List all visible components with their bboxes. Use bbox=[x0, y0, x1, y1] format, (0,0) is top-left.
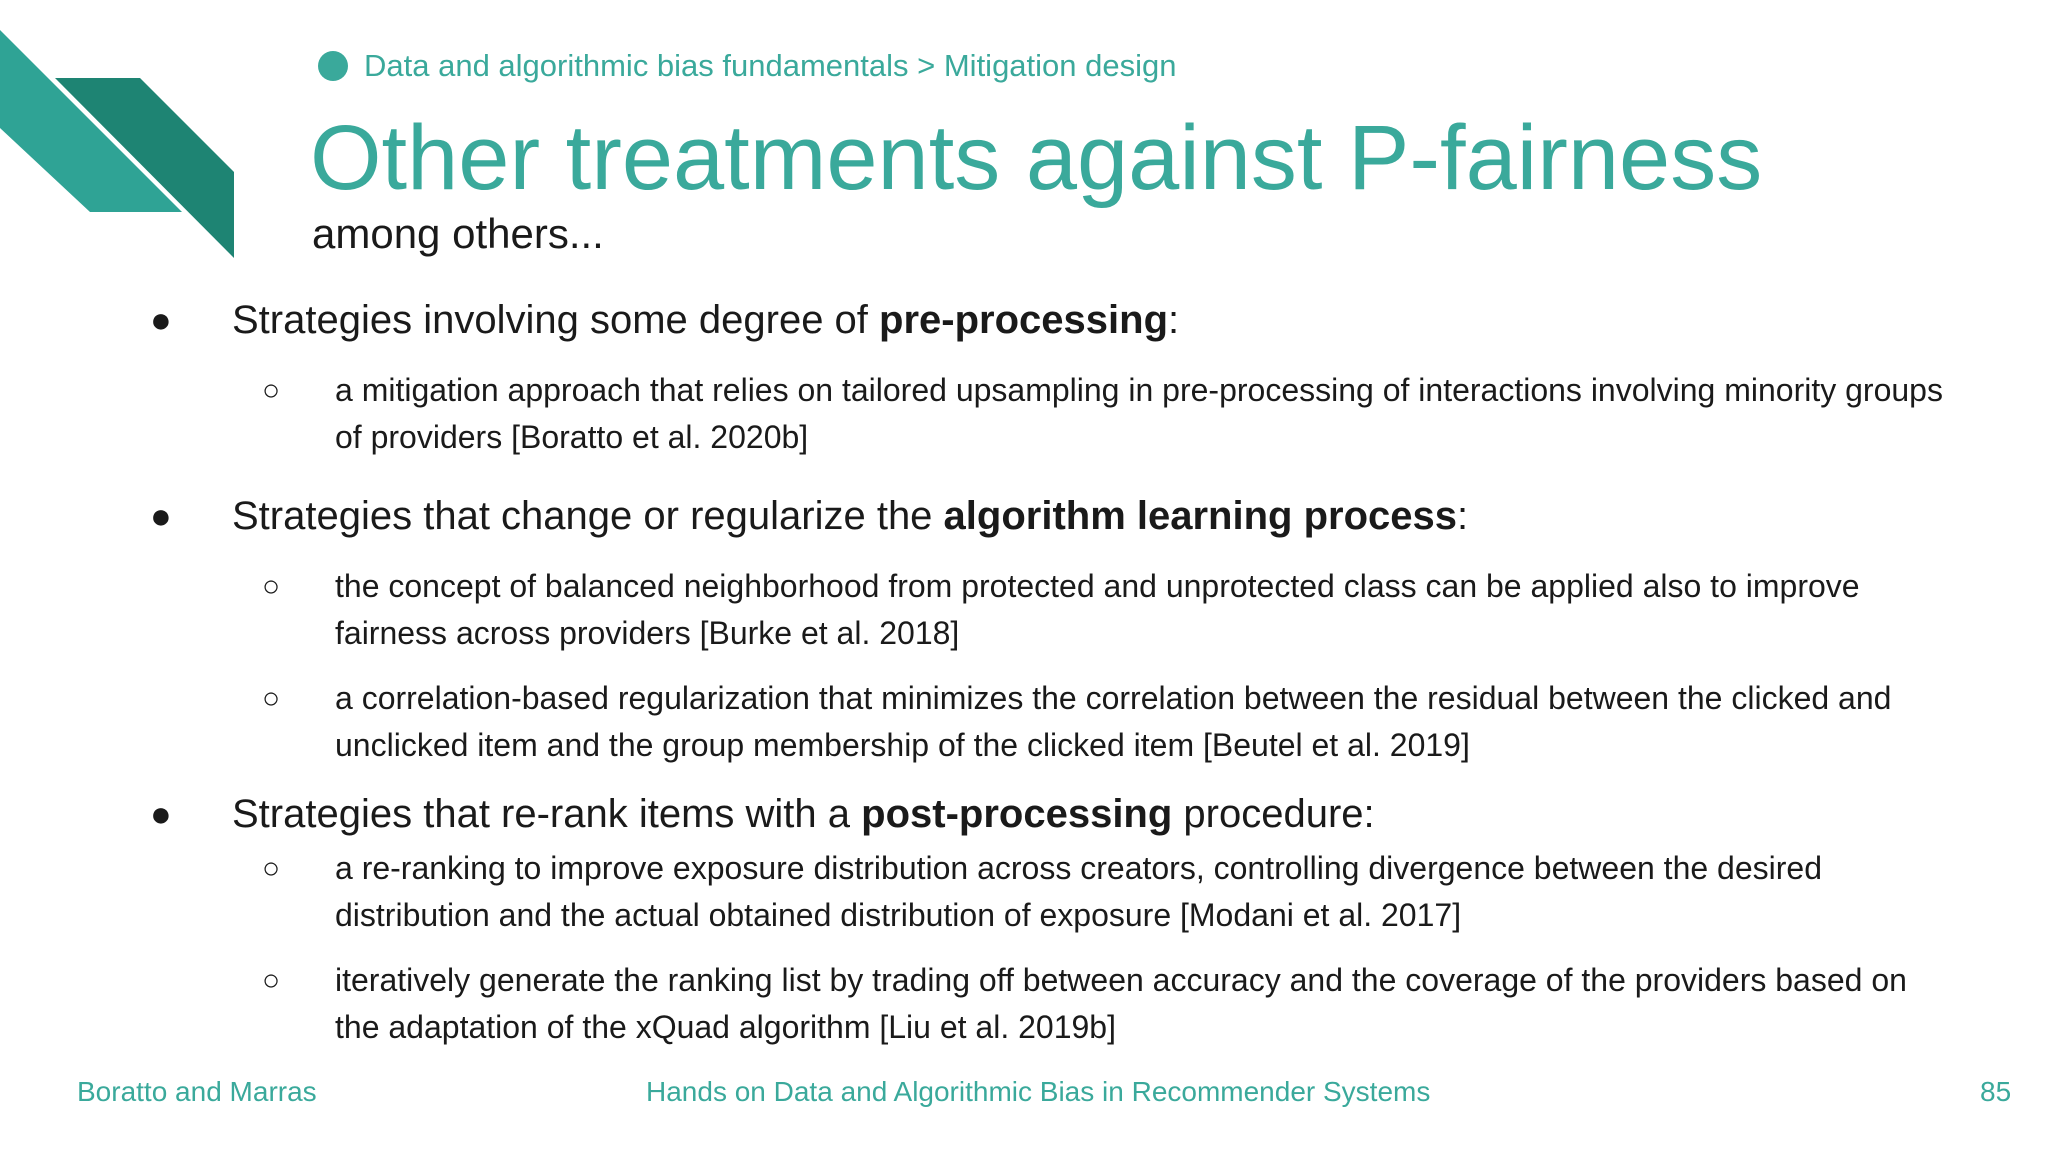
bullet-bold: algorithm learning process bbox=[943, 494, 1458, 538]
bullet-bold: pre-processing bbox=[879, 298, 1168, 342]
page-number: 85 bbox=[1980, 1076, 2012, 1107]
bullet-text: Strategies that re-rank items with a post-processing procedure: bbox=[232, 792, 1375, 836]
sub-bullet-marker: ○ bbox=[262, 852, 281, 885]
sub-bullet-marker: ○ bbox=[262, 374, 281, 407]
bullet-marker: ● bbox=[150, 495, 172, 536]
sub-bullet-text: iteratively generate the ranking list by trading off between accuracy and the coverage of the providers based on the adaptation of the xQuad algorithm [Liu et al. 2019b] bbox=[335, 962, 1907, 1045]
sub-bullet-text: a re-ranking to improve exposure distribution across creators, controlling divergence between the desired distribution and the actual obtained distribution of exposure [Modani et al. 2017] bbox=[335, 850, 1822, 933]
footer-authors: Boratto and Marras bbox=[77, 1076, 317, 1107]
breadcrumb bbox=[318, 48, 1177, 84]
bullet-text: Strategies that change or regularize the algorithm learning process: bbox=[232, 494, 1469, 538]
slide-subtitle: among others... bbox=[312, 210, 604, 257]
breadcrumb-dot-icon bbox=[318, 51, 348, 81]
corner-decoration bbox=[0, 0, 240, 270]
sub-bullet-text: the concept of balanced neighborhood from protected and unprotected class can be applied also to improve fairness across providers [Burke et al. 2018] bbox=[335, 568, 1860, 651]
breadcrumb-text: Data and algorithmic bias fundamentals > Mitigation design bbox=[364, 48, 1177, 83]
bullet-marker: ● bbox=[150, 793, 172, 834]
sub-bullet-text: a mitigation approach that relies on tailored upsampling in pre-processing of interactions involving minority groups of providers [Boratto et al. 2020b] bbox=[335, 372, 1943, 455]
sub-bullet-text: a correlation-based regularization that minimizes the correlation between the residual between the clicked and unclicked item and the group membership of the clicked item [Beutel et al. 2019] bbox=[335, 680, 1892, 763]
footer-title: Hands on Data and Algorithmic Bias in Recommender Systems bbox=[646, 1076, 1431, 1107]
bullet-bold: post-processing bbox=[861, 792, 1173, 836]
slide-title: Other treatments against P-fairness bbox=[310, 107, 1763, 209]
bullet-marker: ● bbox=[150, 299, 172, 340]
sub-bullet-marker: ○ bbox=[262, 570, 281, 603]
sub-bullet-marker: ○ bbox=[262, 964, 281, 997]
sub-bullet-marker: ○ bbox=[262, 682, 281, 715]
bullet-text: Strategies involving some degree of pre-processing: bbox=[232, 298, 1180, 342]
